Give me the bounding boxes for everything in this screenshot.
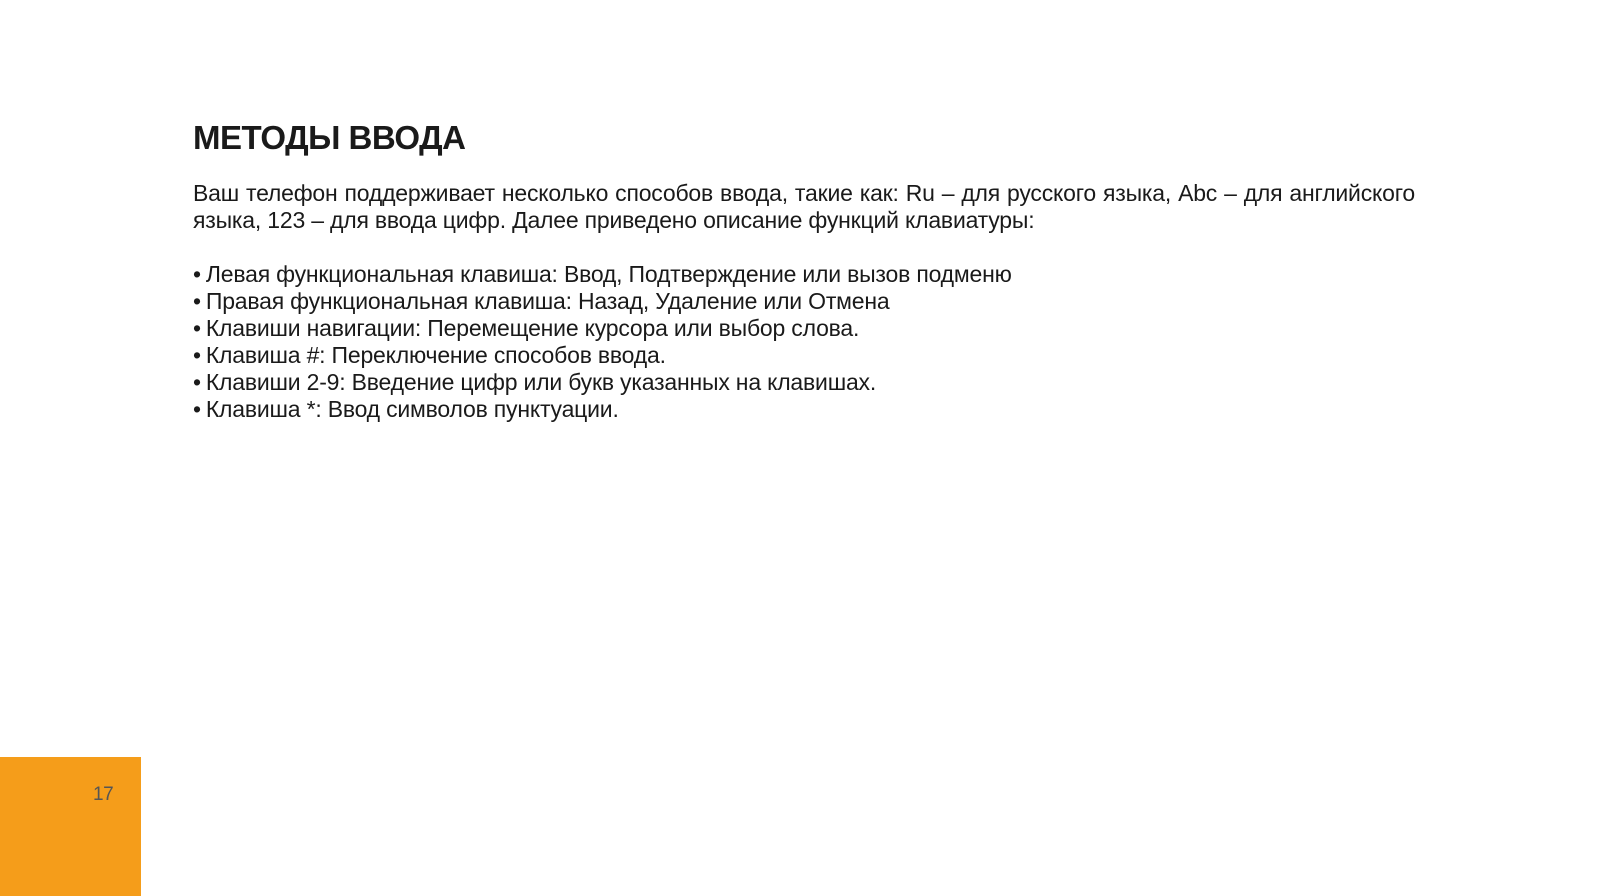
list-item [193, 288, 1415, 315]
list-item [193, 261, 1415, 288]
key-functions-list [193, 261, 1415, 423]
list-item-text: Правая функциональная клавиша: Назад, Удаление или Отмена [205, 287, 890, 314]
list-item [193, 396, 1415, 423]
page-number-block [0, 757, 141, 896]
intro-paragraph: Ваш телефон поддерживает несколько способов ввода, такие как: Ru – для русского языка, Abc – для английского языка, 123 – для ввода цифр. Далее приведено описание функций клавиатуры: [193, 179, 1415, 233]
list-item-text: Клавиши 2-9: Введение цифр или букв указанных на клавишах. [205, 368, 877, 395]
page-number: 17 [93, 784, 114, 805]
bullet-icon: • [193, 395, 201, 422]
bullet-icon: • [193, 341, 201, 368]
list-item [193, 342, 1415, 369]
list-item-text: Клавиша *: Ввод символов пунктуации. [205, 395, 619, 422]
list-item-text: Клавиши навигации: Перемещение курсора или выбор слова. [205, 314, 860, 341]
page-content [193, 118, 1415, 423]
list-item [193, 369, 1415, 396]
list-item-text: Клавиша #: Переключение способов ввода. [205, 341, 666, 368]
page-title: МЕТОДЫ ВВОДА [193, 119, 466, 156]
bullet-icon: • [193, 260, 201, 287]
bullet-icon: • [193, 314, 201, 341]
list-item-text: Левая функциональная клавиша: Ввод, Подтверждение или вызов подменю [205, 260, 1012, 287]
list-item [193, 315, 1415, 342]
bullet-icon: • [193, 368, 201, 395]
bullet-icon: • [193, 287, 201, 314]
